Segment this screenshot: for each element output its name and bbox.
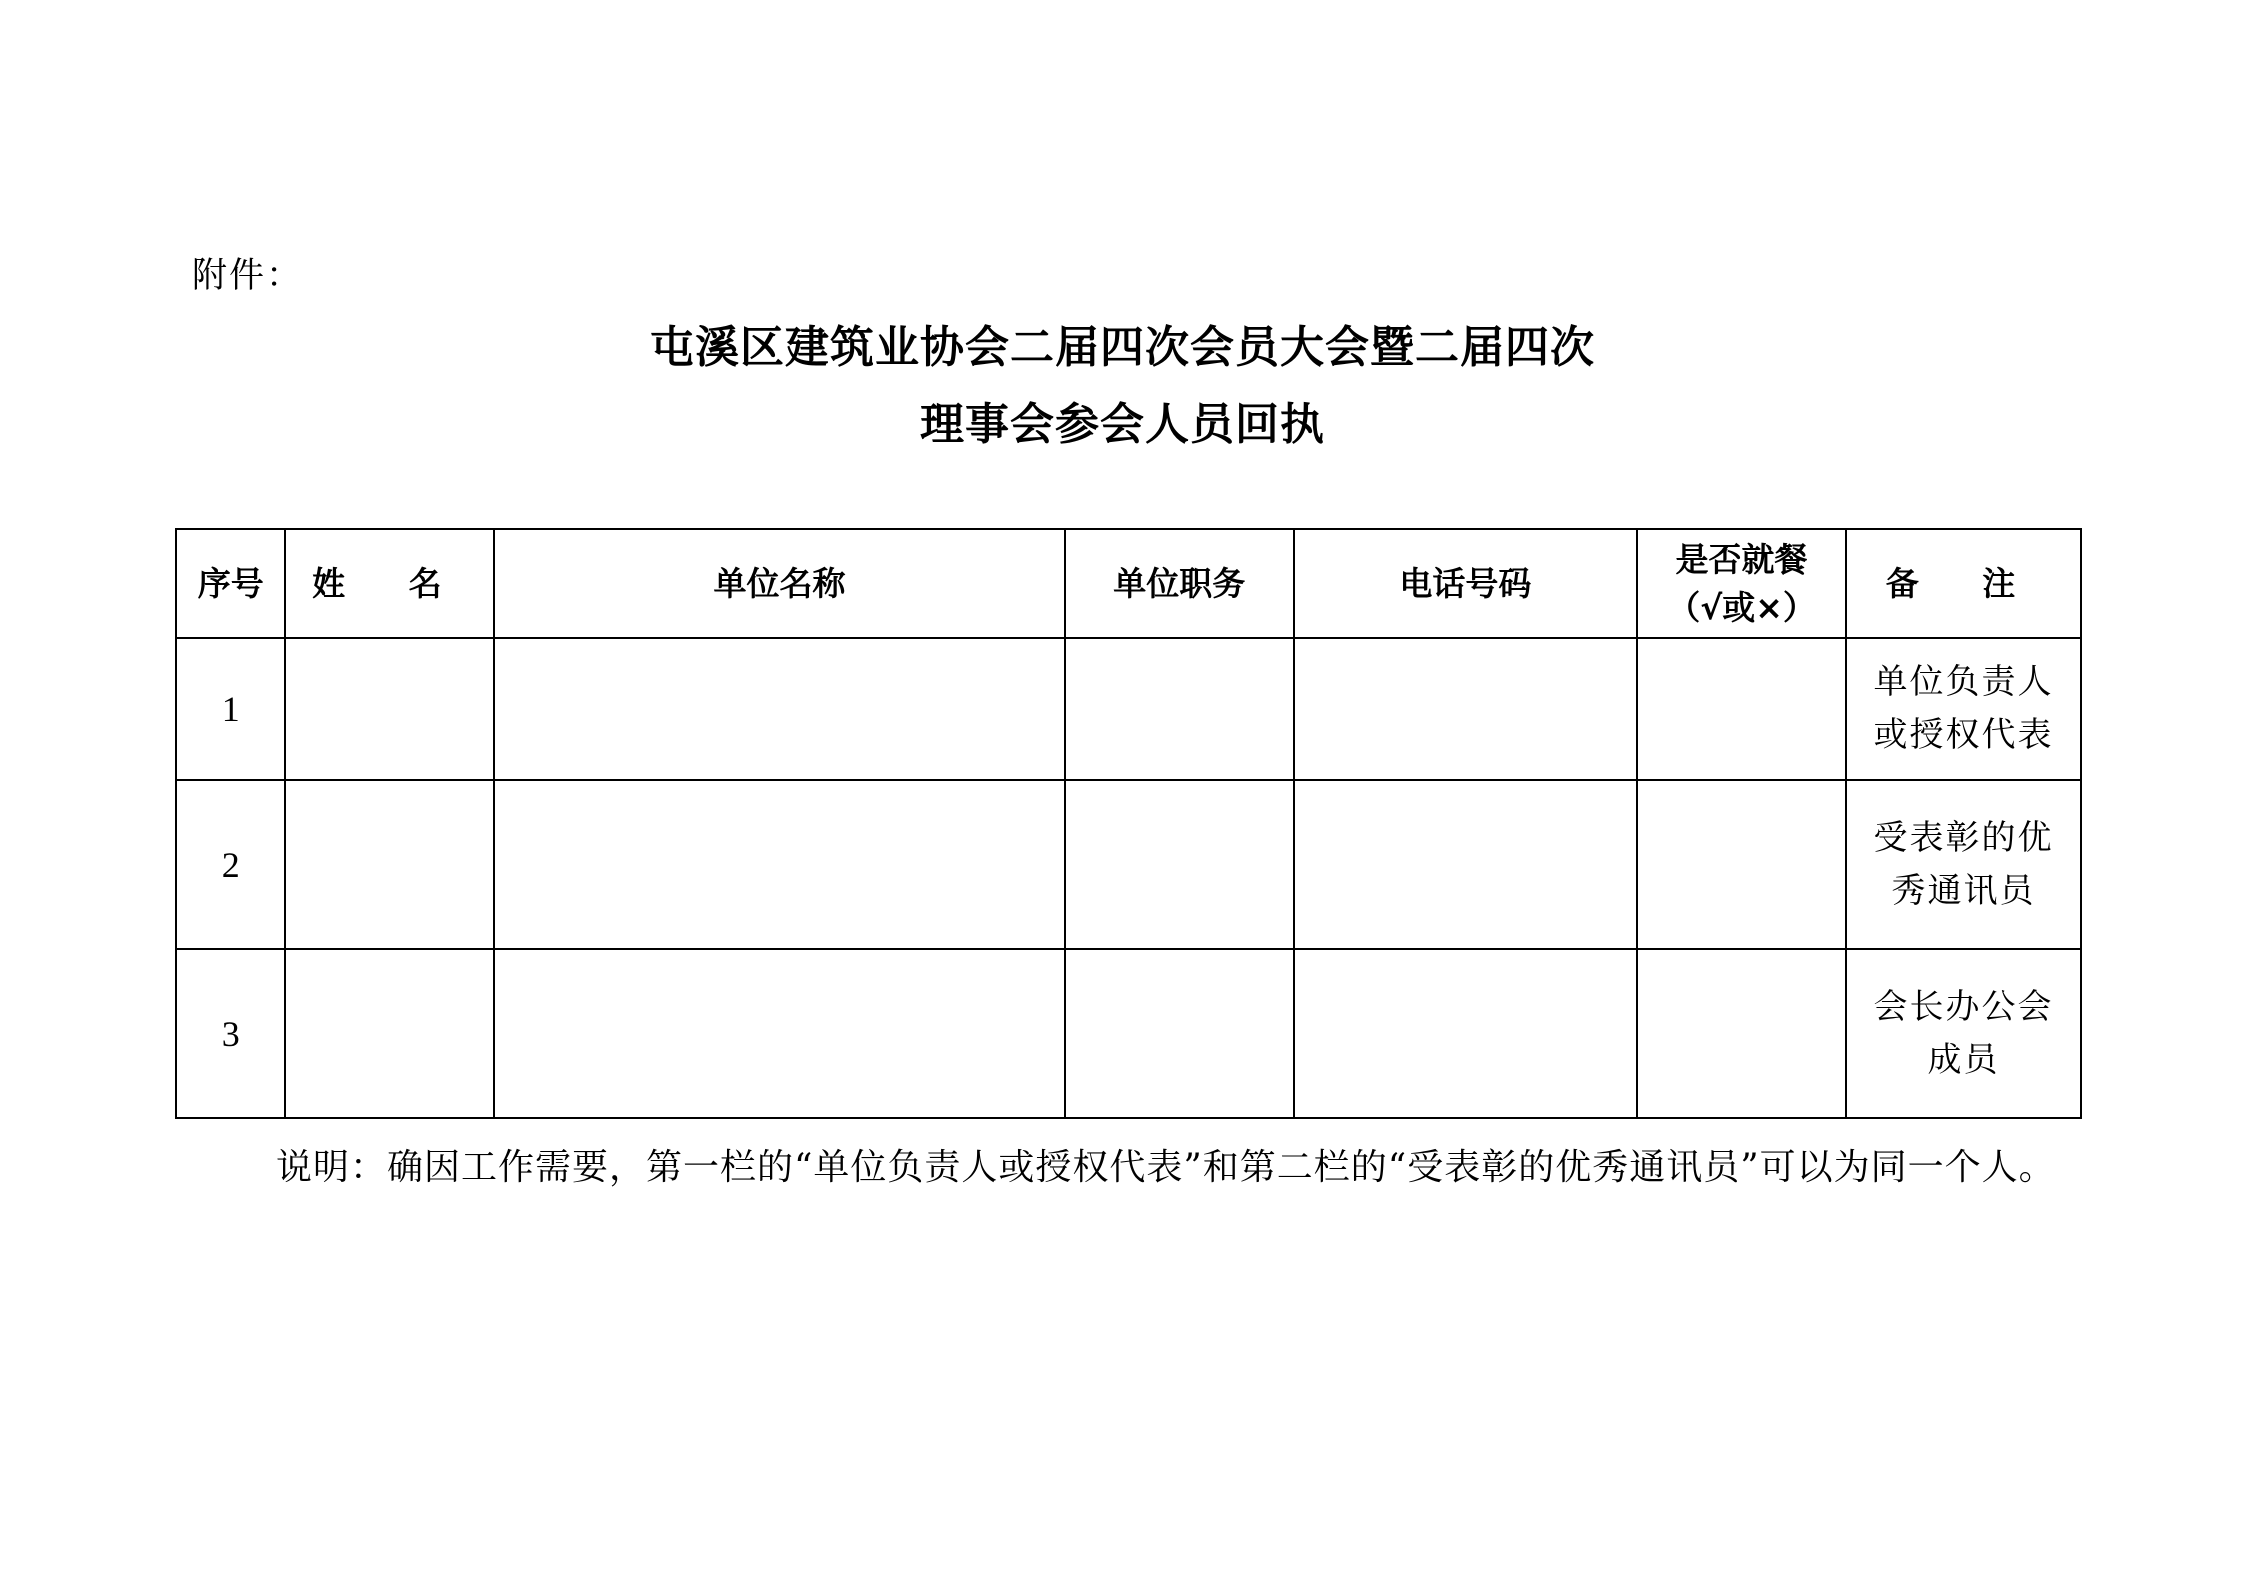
- name-cell[interactable]: [285, 780, 494, 949]
- header-name: [285, 529, 494, 638]
- explanation-note: 说明：确因工作需要，第一栏的“单位负责人或授权代表”和第二栏的“受表彰的优秀通讯员”可以为同一个人。: [276, 1147, 2056, 1188]
- phone-cell[interactable]: [1294, 780, 1637, 949]
- header-meal: [1637, 529, 1846, 638]
- remark-line-2: 成员: [1927, 1039, 2000, 1080]
- header-remark-text: 备 注: [1885, 563, 2042, 603]
- remark-line-1: 单位负责人: [1873, 662, 2054, 702]
- header-phone: 电话号码: [1294, 529, 1637, 638]
- org-cell[interactable]: [494, 780, 1064, 949]
- document-title-line-1: 屯溪区建筑业协会二届四次会员大会暨二届四次: [650, 322, 1595, 373]
- position-cell[interactable]: [1065, 949, 1294, 1118]
- meal-cell[interactable]: [1637, 638, 1846, 780]
- name-cell[interactable]: [285, 638, 494, 780]
- header-seq: 序号: [176, 529, 285, 638]
- remark-line-1: 会长办公会: [1873, 986, 2054, 1027]
- header-meal-line-2: （√或×）: [1667, 587, 1816, 627]
- remark-cell: [1846, 949, 2081, 1118]
- document-title-line-2: 理事会参会人员回执: [920, 399, 1325, 450]
- header-remark: [1846, 529, 2081, 638]
- table-header-row: [176, 529, 2081, 638]
- table-row: [176, 949, 2081, 1118]
- attendee-reply-table: [175, 528, 2082, 1119]
- header-org: 单位名称: [494, 529, 1064, 638]
- phone-cell[interactable]: [1294, 638, 1637, 780]
- position-cell[interactable]: [1065, 638, 1294, 780]
- header-meal-line-1: 是否就餐: [1675, 539, 1808, 579]
- row-seq: 3: [176, 949, 285, 1118]
- remark-line-2: 或授权代表: [1873, 715, 2054, 755]
- org-cell[interactable]: [494, 949, 1064, 1118]
- table-row: [176, 780, 2081, 949]
- remark-line-1: 受表彰的优: [1873, 817, 2054, 858]
- phone-cell[interactable]: [1294, 949, 1637, 1118]
- remark-cell: [1846, 638, 2081, 780]
- row-seq: 1: [176, 638, 285, 780]
- remark-line-2: 秀通讯员: [1891, 870, 2036, 911]
- header-position: 单位职务: [1065, 529, 1294, 638]
- org-cell[interactable]: [494, 638, 1064, 780]
- header-name-text: 姓 名: [312, 563, 468, 603]
- attachment-label: 附件：: [192, 256, 304, 296]
- table-row: [176, 638, 2081, 780]
- meal-cell[interactable]: [1637, 949, 1846, 1118]
- meal-cell[interactable]: [1637, 780, 1846, 949]
- remark-cell: [1846, 780, 2081, 949]
- position-cell[interactable]: [1065, 780, 1294, 949]
- row-seq: 2: [176, 780, 285, 949]
- name-cell[interactable]: [285, 949, 494, 1118]
